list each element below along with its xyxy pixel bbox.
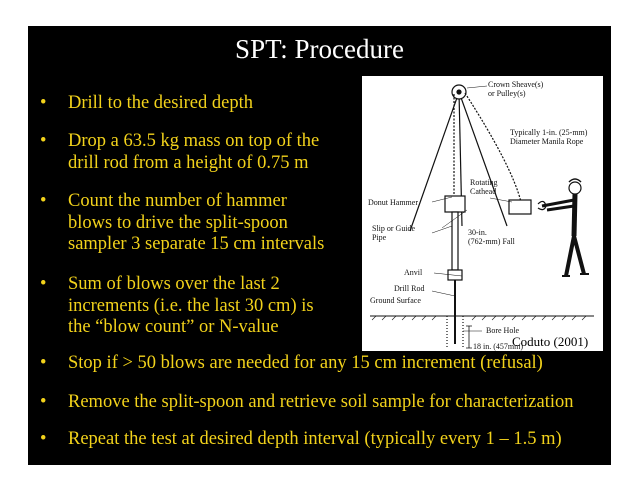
figure-credit: Coduto (2001) bbox=[512, 334, 589, 349]
bullet-dot: • bbox=[40, 93, 47, 113]
bullet-text: Drill to the desired depth bbox=[68, 93, 253, 113]
label-cathead: Rotating Cathead bbox=[470, 178, 498, 196]
label-crown-sheave: Crown Sheave(s) or Pulley(s) bbox=[488, 80, 544, 98]
bullet-4 bbox=[40, 274, 314, 339]
bullet-3 bbox=[40, 191, 324, 256]
label-ground-surface: Ground Surface bbox=[370, 296, 421, 305]
bullet-text: Stop if > 50 blows are needed for any 15 cm increment (refusal) bbox=[68, 353, 543, 373]
slide bbox=[28, 26, 611, 465]
bullet-text: Remove the split-spoon and retrieve soil sample for characterization bbox=[68, 392, 574, 412]
bullet-dot: • bbox=[40, 191, 47, 211]
bullet-dot: • bbox=[40, 429, 47, 449]
bullet-dot: • bbox=[40, 392, 47, 412]
slide-title: SPT: Procedure bbox=[235, 34, 404, 64]
bullet-7 bbox=[40, 429, 562, 451]
label-guide-pipe: Slip or Guide Pipe bbox=[372, 224, 416, 242]
bullet-text: Count the number of hammer blows to drive the split-spoon sampler 3 separate 15 cm intervals bbox=[68, 191, 325, 254]
label-drill-rod: Drill Rod bbox=[394, 284, 425, 293]
label-fall: 30-in. (762-mm) Fall bbox=[468, 228, 515, 246]
operator-head bbox=[569, 182, 581, 194]
cathead bbox=[509, 200, 531, 214]
spt-diagram bbox=[362, 76, 603, 351]
operator-legs bbox=[566, 236, 584, 276]
guide-pipe bbox=[452, 212, 458, 270]
bullet-dot: • bbox=[40, 131, 47, 151]
operator-torso bbox=[574, 194, 575, 236]
bullet-dot: • bbox=[40, 353, 47, 373]
bullet-6 bbox=[40, 392, 574, 414]
bullet-5 bbox=[40, 353, 543, 375]
donut-hammer bbox=[445, 196, 465, 212]
bullet-2 bbox=[40, 131, 319, 174]
label-bore-hole: Bore Hole bbox=[486, 326, 520, 335]
label-hammer: Donut Hammer bbox=[368, 198, 418, 207]
label-depth: 18 in. (457mm) bbox=[473, 342, 523, 351]
spt-rig-drawing bbox=[362, 76, 603, 351]
bullet-text: Drop a 63.5 kg mass on top of the drill rod from a height of 0.75 m bbox=[68, 131, 320, 173]
label-rope: Typically 1-in. (25-mm) Diameter Manila Rope bbox=[510, 128, 588, 146]
bullet-1 bbox=[40, 93, 253, 115]
bullet-text: Sum of blows over the last 2 increments (i.e. the last 30 cm) is the “blow count” or N-value bbox=[68, 274, 314, 337]
bullet-dot: • bbox=[40, 274, 47, 294]
label-anvil: Anvil bbox=[404, 268, 423, 277]
tripod-leg-right bbox=[459, 92, 507, 226]
bullet-text: Repeat the test at desired depth interval (typically every 1 – 1.5 m) bbox=[68, 429, 562, 449]
